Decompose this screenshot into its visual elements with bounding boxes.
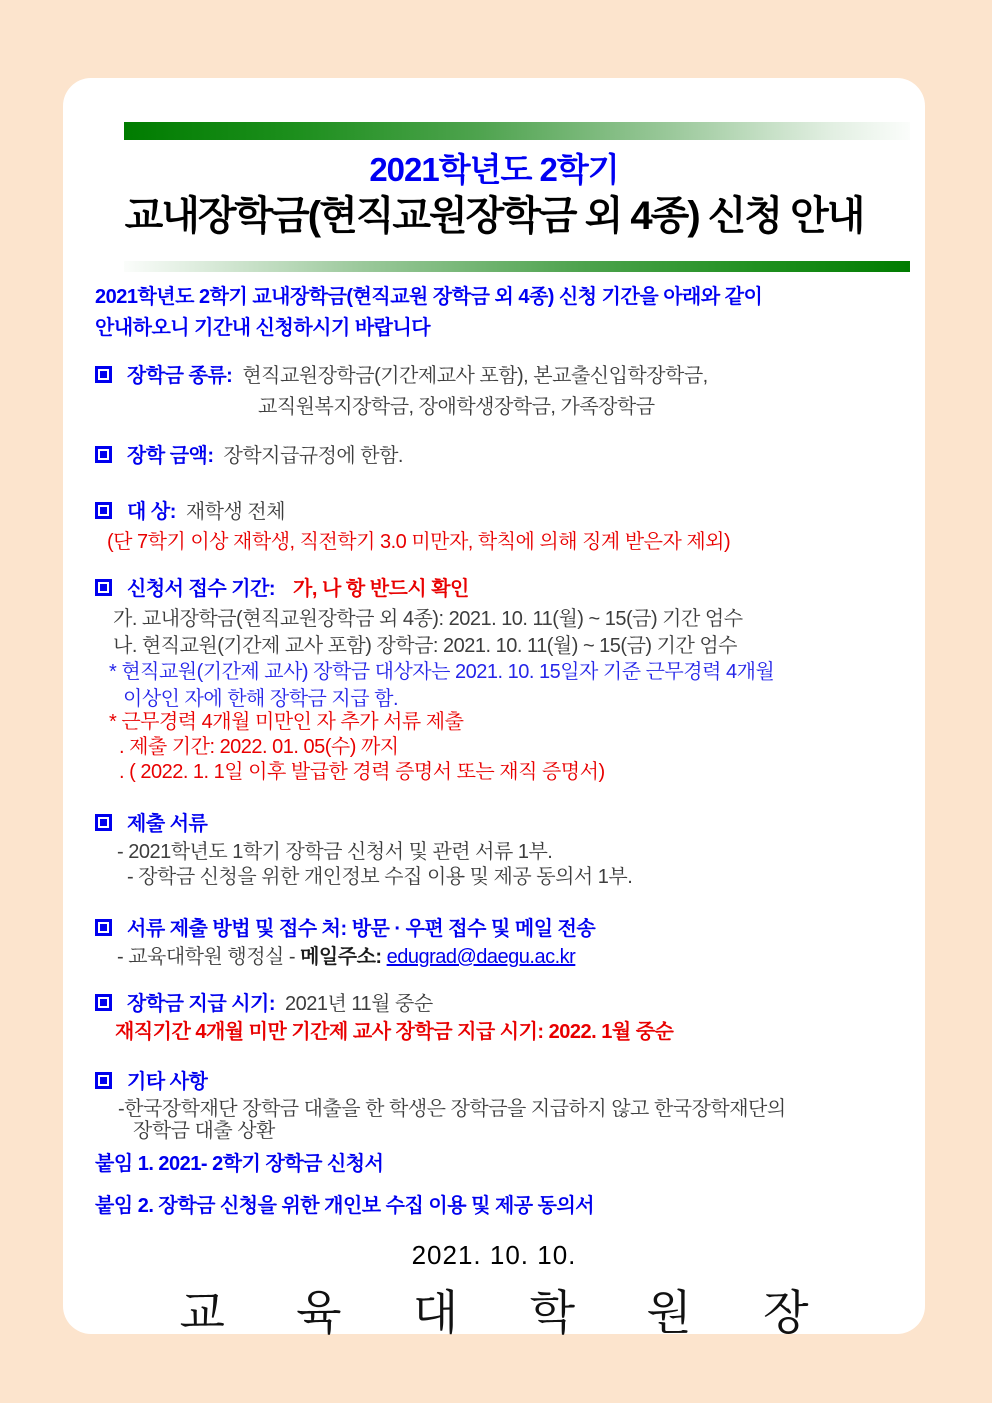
documents-item-2: - 장학금 신청을 위한 개인정보 수집 이용 및 제공 동의서 1부.: [127, 866, 633, 888]
intro-line-2: 안내하오니 기간내 신청하시기 바랍니다: [95, 317, 431, 339]
section-scholarship-types-line2: 교직원복지장학금, 장애학생장학금, 가족장학금: [258, 396, 655, 418]
period-note-red-2: . 제출 기간: 2022. 01. 05(수) 까지: [119, 736, 399, 758]
section-label: 기타 사항: [127, 1071, 208, 1093]
section-etc: [95, 1069, 217, 1096]
notice-date: 2021. 10. 10.: [411, 1240, 577, 1270]
section-content: 2021년 11월 중순: [285, 993, 433, 1015]
attachment-2: 붙임 2. 장학금 신청을 위한 개인보 수집 이용 및 제공 동의서: [95, 1195, 595, 1217]
section-bullet-icon: [95, 366, 112, 383]
signature-dean-of-graduate-school: 교 육 대 학 원 장: [179, 1286, 838, 1339]
section-label: 제출 서류: [127, 813, 208, 835]
header-gradient-bar-bottom: [124, 261, 910, 272]
section-label: 장학금 종류:: [127, 365, 233, 387]
section-payment-timing: [95, 991, 433, 1018]
submission-office-line: [117, 944, 575, 971]
section-bullet-icon: [95, 446, 112, 463]
documents-item-1: - 2021학년도 1학기 장학금 신청서 및 관련 서류 1부.: [117, 841, 553, 863]
section-label: 대 상:: [127, 501, 176, 523]
section-scholarship-types: [95, 363, 708, 390]
period-item-na: 나. 현직교원(기간제 교사 포함) 장학금: 2021. 10. 11(월) ~ 15(금) 기간 엄수: [113, 635, 737, 657]
section-amount: [95, 443, 403, 470]
notice-subtitle: 2021학년도 2학기: [369, 151, 619, 188]
section-bullet-icon: [95, 919, 112, 936]
section-label: 신청서 접수 기간:: [127, 578, 276, 600]
section-label: 장학 금액:: [127, 445, 214, 467]
intro-line-1: 2021학년도 2학기 교내장학금(현직교원 장학금 외 4종) 신청 기간을 아래와 같이: [95, 286, 763, 308]
attachment-1: 붙임 1. 2021- 2학기 장학금 신청서: [95, 1153, 384, 1175]
payment-note-red: 재직기간 4개월 미만 기간제 교사 장학금 지급 시기: 2022. 1월 중순: [115, 1021, 674, 1043]
section-content: 재학생 전체: [185, 501, 286, 523]
submission-office: - 교육대학원 행정실 -: [117, 946, 301, 968]
section-bullet-icon: [95, 994, 112, 1011]
notice-card: [63, 78, 925, 1339]
section-label: 장학금 지급 시기:: [127, 993, 276, 1015]
period-warning: 가, 나 항 반드시 확인: [293, 578, 469, 600]
period-note-blue-2: 이상인 자에 한해 장학금 지급 함.: [123, 688, 398, 710]
notice-title: 교내장학금(현직교원장학금 외 4종) 신청 안내: [124, 194, 864, 238]
section-content: 장학지급규정에 한함.: [223, 445, 403, 467]
period-note-red-3: . ( 2022. 1. 1일 이후 발급한 경력 증명서 또는 재직 증명서): [119, 761, 605, 783]
header-gradient-bar-top: [124, 122, 910, 140]
section-bullet-icon: [95, 579, 112, 596]
section-application-period: [95, 576, 469, 603]
section-target-exclusion-note: (단 7학기 이상 재학생, 직전학기 3.0 미만자, 학칙에 의해 징계 받은자 제외): [107, 531, 731, 553]
section-bullet-icon: [95, 502, 112, 519]
etc-line-1: -한국장학재단 장학금 대출을 한 학생은 장학금을 지급하지 않고 한국장학재단의: [118, 1098, 786, 1120]
period-item-ga: 가. 교내장학금(현직교원장학금 외 4종): 2021. 10. 11(월) ~ 15(금) 기간 엄수: [113, 608, 743, 630]
section-bullet-icon: [95, 1072, 112, 1089]
section-label: 서류 제출 방법 및 접수 처: 방문 · 우편 접수 및 메일 전송: [127, 918, 596, 940]
section-content: 현직교원장학금(기간제교사 포함), 본교출신입학장학금,: [242, 365, 708, 387]
section-documents: [95, 811, 217, 838]
etc-line-2: 장학금 대출 상환: [133, 1120, 275, 1142]
period-note-red-1: * 근무경력 4개월 미만인 자 추가 서류 제출: [109, 711, 464, 733]
email-label: 메일주소:: [300, 946, 387, 968]
section-target: [95, 499, 285, 526]
section-bullet-icon: [95, 814, 112, 831]
section-submission-method: [95, 916, 605, 943]
email-link[interactable]: edugrad@daegu.ac.kr: [386, 946, 576, 968]
period-note-blue-1: * 현직교원(기간제 교사) 장학금 대상자는 2021. 10. 15일자 기준 근무경력 4개월: [109, 661, 775, 683]
